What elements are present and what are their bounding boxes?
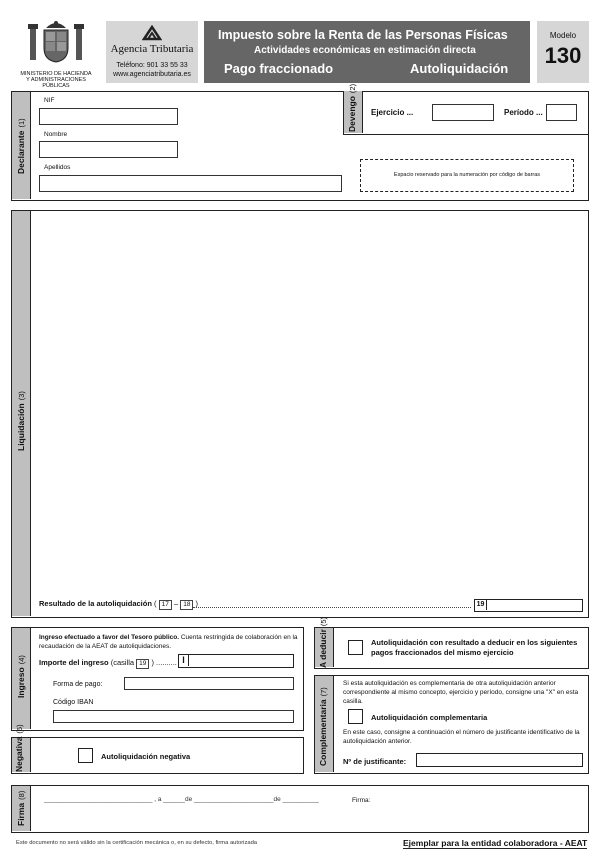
periodo-label: Período ... xyxy=(504,107,543,117)
a-deducir-label: A deducir(5) xyxy=(318,616,328,668)
resultado-row: Resultado de la autoliquidación ( 17 – 18 ) xyxy=(39,599,199,608)
firma-place-date-line[interactable]: ______________________________ , a ______de ______________________de __________ xyxy=(44,796,319,803)
complementaria-checkbox[interactable] xyxy=(348,709,363,724)
declarante-sidebar xyxy=(12,92,31,199)
form-title-banner xyxy=(204,21,530,83)
ministry-line-1: MINISTERIO DE HACIENDA xyxy=(20,71,92,77)
iban-field[interactable] xyxy=(53,710,294,723)
nombre-label: Nombre xyxy=(44,131,68,138)
importe-label: Importe del ingreso (casilla 19 ) .......... xyxy=(39,658,177,667)
resultado-dots xyxy=(193,607,471,608)
ministry-line-2: Y ADMINISTRACIONES xyxy=(26,77,86,83)
negativa-checkbox[interactable] xyxy=(78,748,93,763)
periodo-field[interactable] xyxy=(546,104,577,121)
title-line-2: Actividades económicas en estimación directa xyxy=(254,45,476,56)
a-deducir-text: Autoliquidación con resultado a deducir en los siguientes pagos fraccionados del mismo ejercicio xyxy=(371,638,578,657)
complementaria-check-label: Autoliquidación complementaria xyxy=(371,713,488,722)
casilla-19-field[interactable] xyxy=(474,599,583,612)
ejercicio-field[interactable] xyxy=(432,104,494,121)
casilla-17: 17 xyxy=(159,600,172,610)
barcode-text: Espacio reservado para la numeración por código de barras xyxy=(393,172,541,178)
devengo-label: Devengo(2) xyxy=(347,83,357,132)
firma-signature-label: Firma: xyxy=(352,797,371,804)
liquidacion-label: Liquidación(3) xyxy=(16,391,26,451)
ingreso-section xyxy=(11,627,304,731)
importe-field[interactable] xyxy=(178,654,294,668)
modelo-box xyxy=(537,21,589,83)
ejercicio-label: Ejercicio ... xyxy=(371,107,414,117)
nif-label: NIF xyxy=(44,97,55,104)
negativa-sidebar xyxy=(12,724,31,772)
barcode-area xyxy=(360,159,574,192)
complementaria-section xyxy=(314,675,589,774)
agency-name: Agencia Tributaria xyxy=(110,43,194,55)
ministry-line-3: PÚBLICAS xyxy=(42,83,70,89)
apellidos-field[interactable] xyxy=(39,175,342,192)
complementaria-label: Complementaria(7) xyxy=(318,687,328,766)
justificante-label: Nº de justificante: xyxy=(343,757,407,766)
forma-pago-field[interactable] xyxy=(124,677,294,690)
ingreso-sidebar xyxy=(12,628,31,729)
negativa-label: Negativa(6) xyxy=(14,724,24,772)
devengo-section xyxy=(343,83,588,135)
firma-label: Firma(8) xyxy=(16,790,26,826)
coat-of-arms-icon xyxy=(16,20,96,66)
modelo-label: Modelo xyxy=(549,31,577,40)
resultado-label: Resultado de la autoliquidación xyxy=(39,599,152,608)
complementaria-text-1: Si esta autoliquidación es complementaria de otra autoliquidación anterior correspondiente al mismo concepto, ejercicio y período, consigne una "X" en esta casilla. xyxy=(343,680,579,705)
importe-prefix: I xyxy=(179,655,189,666)
a-deducir-sidebar xyxy=(315,616,334,668)
firma-sidebar xyxy=(12,786,31,831)
ingreso-label: Ingreso(4) xyxy=(16,655,26,698)
agency-web: www.agenciatributaria.es xyxy=(113,71,191,78)
agency-logo-icon xyxy=(142,25,162,41)
justificante-field[interactable] xyxy=(416,753,583,767)
footer-copy-label: Ejemplar para la entidad colaboradora - AEAT xyxy=(403,838,588,848)
modelo-number: 130 xyxy=(544,43,582,68)
forma-pago-label: Forma de pago: xyxy=(53,681,103,688)
title-pago-fraccionado: Pago fraccionado xyxy=(224,61,334,76)
agency-logo-box xyxy=(106,21,198,83)
devengo-sidebar xyxy=(344,83,363,133)
nif-field[interactable] xyxy=(39,108,178,125)
complementaria-sidebar xyxy=(315,676,334,772)
negativa-section xyxy=(11,724,304,774)
ingreso-description: Ingreso efectuado a favor del Tesoro público. Cuenta restringida de colaboración en la recaudación de la AEAT de autoliquidaciones. xyxy=(39,634,298,650)
title-autoliquidacion: Autoliquidación xyxy=(410,61,509,76)
a-deducir-checkbox[interactable] xyxy=(348,640,363,655)
agency-phone: Teléfono: 901 33 55 33 xyxy=(116,62,188,69)
a-deducir-section xyxy=(314,616,589,669)
liquidacion-section xyxy=(11,210,589,618)
complementaria-text-2: En este caso, consigne a continuación el número de justificante identificativo de la autoliquidación anterior. xyxy=(343,729,580,745)
declarante-label: Declarante(1) xyxy=(16,118,26,174)
footer-note: Este documento no será válido sin la certificación mecánica o, en su defecto, firma autorizada xyxy=(16,840,258,846)
casilla-19-number: 19 xyxy=(475,600,487,610)
nombre-field[interactable] xyxy=(39,141,178,158)
apellidos-label: Apellidos xyxy=(44,164,71,171)
iban-label: Código IBAN xyxy=(53,699,94,706)
casilla-18: 18 xyxy=(180,600,193,610)
firma-section xyxy=(11,785,589,833)
liquidacion-sidebar xyxy=(12,211,31,616)
ministry-logo xyxy=(16,20,96,88)
casilla-19-ref: 19 xyxy=(136,659,149,669)
negativa-check-label: Autoliquidación negativa xyxy=(101,752,191,761)
title-line-1: Impuesto sobre la Renta de las Personas Físicas xyxy=(218,28,508,42)
